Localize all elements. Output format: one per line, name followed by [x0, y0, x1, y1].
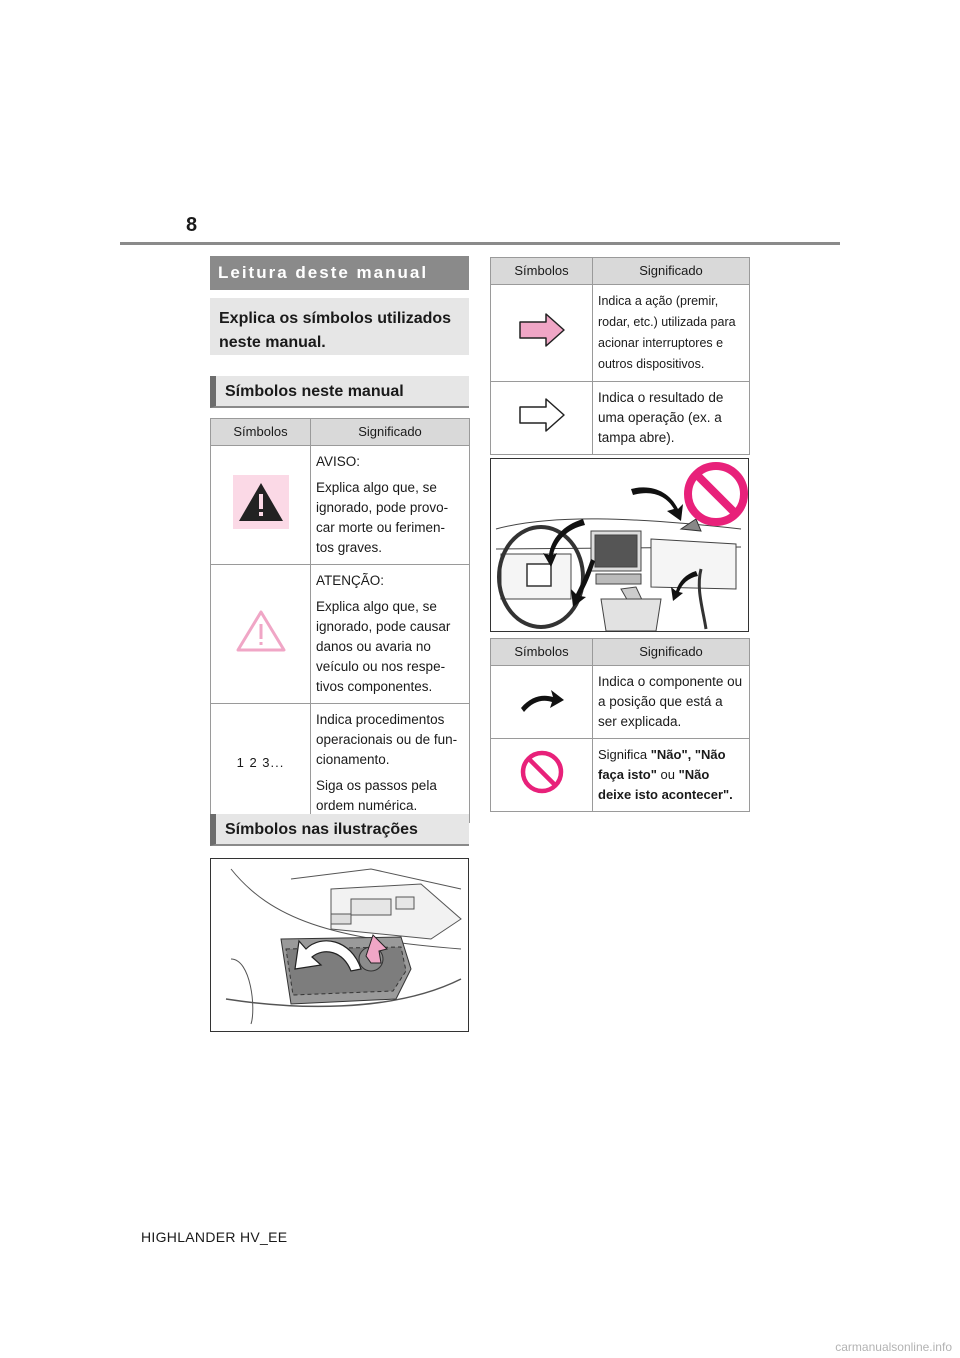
- pink-arrow-icon: [518, 312, 566, 348]
- caution-text: Explica algo que, se ignorado, pode causar danos ou avaria no veículo ou nos respe- tivos componentes.: [316, 599, 451, 694]
- steps-text-1: Indica procedimentos operacionais ou de fun- cionamento.: [316, 712, 458, 767]
- prohibition-icon: [519, 749, 565, 795]
- heading-symbols-illustrations: Símbolos nas ilustrações: [210, 814, 469, 846]
- outline-arrow-text: Indica o resultado de uma operação (ex. a tampa abre).: [593, 382, 750, 455]
- caution-label: ATENÇÃO:: [316, 573, 385, 588]
- warning-label: AVISO:: [316, 454, 361, 469]
- steps-text-2: Siga os passos pela ordem numérica.: [316, 778, 437, 813]
- watermark: carmanualsonline.info: [835, 1340, 952, 1354]
- table-row: [211, 565, 470, 704]
- outline-arrow-icon: [518, 397, 566, 433]
- header-rule: [120, 242, 840, 245]
- section-intro: Explica os símbolos utilizados neste manual.: [210, 298, 469, 355]
- table-row: [211, 704, 470, 823]
- curved-arrow-icon: [519, 684, 565, 714]
- illustration-dashboard: [490, 458, 749, 632]
- col-header-symbols: Símbolos: [491, 258, 593, 285]
- warning-triangle-filled-icon: [233, 475, 289, 529]
- col-header-meaning: Significado: [593, 639, 750, 666]
- section-title: Leitura deste manual: [210, 256, 469, 290]
- prohibition-text: [593, 739, 750, 812]
- steps-sequence-icon: 1 2 3...: [236, 755, 285, 770]
- warning-text: Explica algo que, se ignorado, pode provo- car morte ou ferimen- tos graves.: [316, 480, 449, 555]
- heading-symbols-manual: Símbolos neste manual: [210, 376, 469, 408]
- illustration-overhead-console: [210, 858, 469, 1032]
- col-header-symbols: Símbolos: [491, 639, 593, 666]
- warning-triangle-outline-icon: [234, 608, 288, 654]
- table-row: [211, 446, 470, 565]
- curved-arrow-text: Indica o componente ou a posição que está a ser explicada.: [593, 666, 750, 739]
- prohibition-text-bold1: "Não", "Não faça isto": [598, 747, 726, 782]
- overhead-console-image: [211, 859, 468, 1031]
- prohibition-text-bold2: "Não deixe isto acontecer".: [598, 767, 733, 802]
- prohibition-text-mid: ou: [656, 767, 679, 782]
- page-number: 8: [186, 214, 198, 236]
- dashboard-image: [491, 459, 748, 631]
- symbols-table-actions: [490, 257, 750, 455]
- symbols-manual-table: [210, 418, 470, 823]
- col-header-symbols: Símbolos: [211, 419, 311, 446]
- col-header-meaning: Significado: [311, 419, 470, 446]
- table-row: [491, 382, 750, 455]
- pink-arrow-text: Indica a ação (premir, rodar, etc.) utilizada para acionar interruptores e outros dispositivos.: [593, 285, 750, 382]
- symbols-table-indicators: [490, 638, 750, 812]
- footer-model: HIGHLANDER HV_EE: [141, 1229, 288, 1245]
- table-row: [491, 285, 750, 382]
- prohibition-text-pre: Significa: [598, 747, 651, 762]
- table-row: [491, 666, 750, 739]
- col-header-meaning: Significado: [593, 258, 750, 285]
- table-row: [491, 739, 750, 812]
